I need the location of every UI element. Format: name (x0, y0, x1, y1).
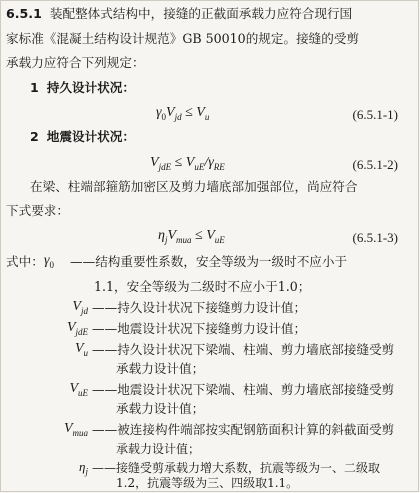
def-vu-line-1: ——持久设计状况下梁端、柱端、剪力墙底部接缝受剪 (92, 342, 395, 357)
item-1-text: 持久设计状况： (46, 80, 135, 95)
section-line-1 (6, 8, 352, 21)
def-vmua-line-2: 承载力设计值； (116, 442, 201, 456)
def-vue-line-1: ——地震设计状况下梁端、柱端、剪力墙底部接缝受剪 (92, 382, 395, 397)
def-gamma0-line-1: ——结构重要性系数，安全等级为一级时不应小于 (70, 254, 348, 269)
item-1-number: 1 (30, 80, 39, 95)
para-line-1: 在梁、柱端部箍筋加密区及剪力墙底部加强部位，尚应符合 (30, 179, 358, 194)
formula-2-number: (6.5.1-2) (352, 157, 398, 172)
def-symbol-vue: $V_{uE}$ (69, 381, 88, 398)
formula-2: $V_{jdE} \le V_{uE}/\gamma_{RE}$ (150, 155, 225, 172)
def-symbol-vjd: $V_{jd}$ (72, 299, 88, 316)
def-vue-line-2: 承载力设计值； (116, 401, 205, 416)
item-2-text: 地震设计状况： (46, 129, 135, 144)
def-etaj-line-1: ——接缝受剪承载力增大系数，抗震等级为一、二级取 (92, 461, 381, 475)
section-number: 6.5.1 (6, 6, 42, 21)
def-vjd-line-1: ——持久设计状况下接缝剪力设计值； (92, 300, 307, 315)
def-vu-line-2: 承载力设计值； (116, 361, 205, 376)
section-line-2: 家标准《混凝土结构设计规范》GB 50010的规定。接缝的受剪 (6, 31, 360, 46)
formula-1: $\gamma_0V_{jd} \le V_u$ (156, 105, 210, 122)
section-text-1: 装配整体式结构中，接缝的正截面承载力应符合现行国 (49, 6, 353, 21)
where-label: 式中： (6, 254, 44, 269)
item-1 (30, 82, 135, 95)
formula-1-number: (6.5.1-1) (352, 107, 398, 122)
item-2-number: 2 (30, 129, 39, 144)
def-symbol-gamma0: $\gamma_0$ (44, 253, 55, 270)
def-symbol-etaj: $\eta_j$ (79, 459, 88, 477)
def-symbol-vmua: $V_{mua}$ (63, 421, 88, 438)
def-vmua-line-1: ——被连接构件端部按实配钢筋面积计算的斜截面受剪 (92, 422, 395, 437)
def-symbol-vu: $V_u$ (74, 341, 88, 358)
def-etaj-line-2: 1.2，抗震等级为三、四级取1.1。 (116, 476, 299, 490)
def-gamma0-line-2: 1.1，安全等级为二级时不应小于1.0； (94, 279, 311, 294)
section-line-3: 承载力应符合下列规定： (6, 55, 145, 70)
formula-3-number: (6.5.1-3) (352, 230, 398, 245)
item-2 (30, 131, 135, 144)
formula-3: $\eta_jV_{mua} \le V_{uE}$ (158, 228, 225, 245)
def-vjde-line-1: ——地震设计状况下接缝剪力设计值； (92, 321, 307, 336)
para-line-2: 下式要求： (6, 203, 69, 218)
def-symbol-vjde: $V_{jdE}$ (66, 320, 88, 337)
